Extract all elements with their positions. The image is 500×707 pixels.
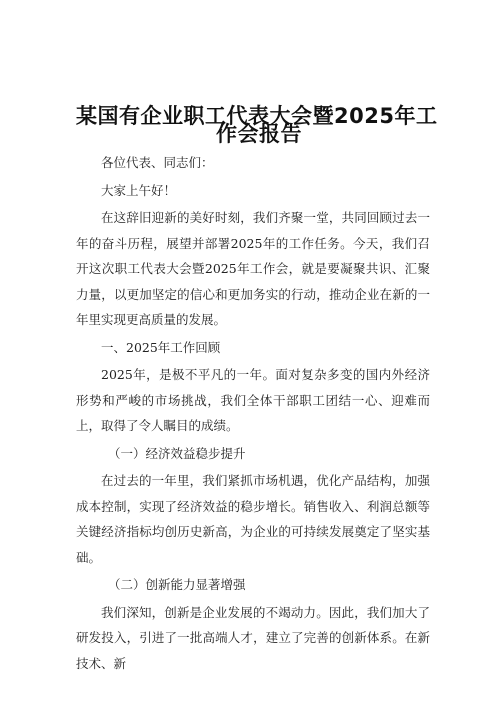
innovation-paragraph: 我们深知，创新是企业发展的不竭动力。因此，我们加大了研发投入，引进了一批高端人才，建立了完善的创新体系。在新技术、新 — [76, 604, 430, 671]
opening-paragraph: 在这辞旧迎新的美好时刻，我们齐聚一堂，共同回顾过去一年的奋斗历程，展望并部署2025年的工作任务。今天，我们召开这次职工代表大会暨2025年工作会，就是要凝聚共识、汇聚力量，以更加坚定的信心和更加务实的行动，推动企业在新的一年里实现更高质量的发展。 — [76, 210, 430, 327]
document-body — [76, 150, 430, 676]
section-heading-review: 一、2025年工作回顾 — [101, 339, 221, 355]
subsection-heading-innovation: （二）创新能力显著增强 — [108, 577, 246, 592]
review-paragraph: 2025年，是极不平凡的一年。面对复杂多变的国内外经济形势和严峻的市场挑战，我们全体干部职工团结一心、迎难而上，取得了令人瞩目的成绩。 — [76, 367, 430, 433]
economic-paragraph: 在过去的一年里，我们紧抓市场机遇，优化产品结构，加强成本控制，实现了经济效益的稳步增长。销售收入、利润总额等关键经济指标均创历史新高，为企业的可持续发展奠定了坚实基础。 — [76, 473, 430, 565]
subsection-heading-economic: （一）经济效益稳步提升 — [108, 445, 246, 461]
salutation: 各位代表、同志们： — [101, 155, 214, 170]
document-title-line-2: 作会报告 — [216, 122, 302, 146]
greeting: 大家上午好！ — [101, 182, 177, 198]
document-title-line-1: 某国有企业职工代表大会暨2025年工 — [76, 104, 438, 128]
